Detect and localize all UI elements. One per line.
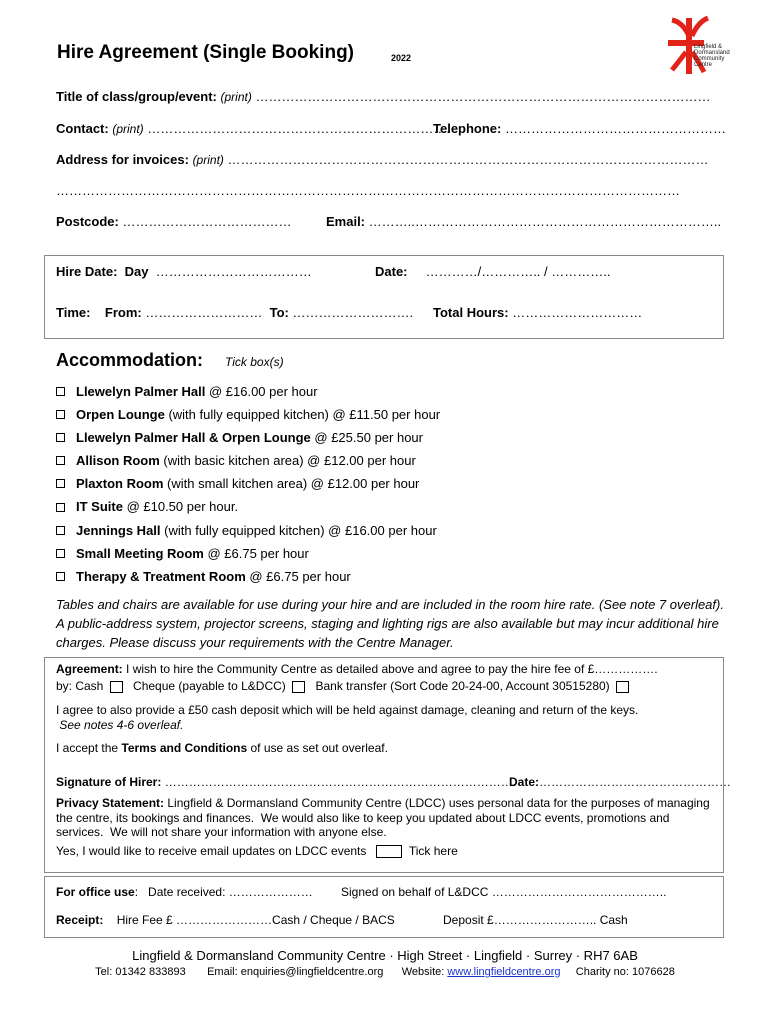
office-date-received: For office use: Date received: ………………… (56, 885, 313, 899)
agreement-text: Agreement: I wish to hire the Community Centre as detailed above and agree to pay the hire fee of £……………. (56, 662, 658, 676)
room-option[interactable]: Allison Room (with basic kitchen area) @ £12.00 per hour (56, 449, 440, 472)
signature-field[interactable]: Signature of Hirer: ……………………………………………………………………………. (56, 775, 517, 789)
accommodation-list (56, 380, 440, 588)
checkbox-icon[interactable] (56, 549, 65, 558)
checkbox-icon[interactable] (56, 456, 65, 465)
checkbox-icon[interactable] (56, 387, 65, 396)
accommodation-title: Accommodation: (56, 350, 204, 370)
room-option[interactable]: Llewelyn Palmer Hall @ £16.00 per hour (56, 380, 440, 403)
equipment-note: Tables and chairs are available for use during your hire and are included in the room hire rate. (See note 7 overleaf). A public-address system, projector screens, staging and lighting rigs are also available but may incur additional hire charges. Please discuss your requirements with the Centre Manager. (56, 597, 724, 650)
email-updates-option: Yes, I would like to receive email updates on LDCC events Tick here (56, 844, 458, 858)
checkbox-icon[interactable] (56, 503, 65, 512)
office-receipt: Receipt: Hire Fee £ ……………………Cash / Cheque / BACS (56, 913, 395, 927)
page-title: Hire Agreement (Single Booking) (57, 42, 354, 63)
logo-text: Lingfield & Dormansland Community Centre (694, 44, 730, 68)
hire-day-field[interactable]: Hire Date: Day ……………………………… (56, 264, 312, 279)
checkbox-icon[interactable] (56, 433, 65, 442)
room-option[interactable]: Small Meeting Room @ £6.75 per hour (56, 542, 440, 565)
checkbox-icon[interactable] (56, 572, 65, 581)
website-link[interactable]: www.lingfieldcentre.org (447, 966, 561, 978)
email-updates-checkbox[interactable] (376, 845, 402, 858)
privacy-statement: Privacy Statement: Lingfield & Dormansland Community Centre (LDCC) uses personal data for the purposes of managing the centre, its bookings and finances. We would also like to keep you updated about LDCC events, promotions and services. We will not share your information with anyone else. (56, 796, 713, 839)
room-option[interactable]: IT Suite @ £10.50 per hour. (56, 495, 440, 518)
contact-field[interactable]: Contact: (print) ……………………………………………………………. (56, 121, 450, 136)
room-option[interactable]: Plaxton Room (with small kitchen area) @ £12.00 per hour (56, 472, 440, 495)
room-option[interactable]: Therapy & Treatment Room @ £6.75 per hour (56, 565, 440, 588)
checkbox-icon[interactable] (56, 526, 65, 535)
address-field[interactable]: Address for invoices: (print) ………………………………………………………………………………………………… (56, 152, 709, 167)
hire-date-field[interactable]: Date: …………/………….. / ………….. (375, 264, 611, 279)
postcode-field[interactable]: Postcode: ………………………………… (56, 214, 292, 229)
room-option[interactable]: Llewelyn Palmer Hall & Orpen Lounge @ £25.50 per hour (56, 426, 440, 449)
accept-terms-text: I accept the Terms and Conditions of use as set out overleaf. (56, 741, 388, 755)
room-option[interactable]: Orpen Lounge (with fully equipped kitchen) @ £11.50 per hour (56, 403, 440, 426)
deposit-text: I agree to also provide a £50 cash deposit which will be held against damage, cleaning and return of the keys. See notes 4-6 overleaf. (56, 703, 639, 732)
footer-contact: Tel: 01342 833893 Email: enquiries@lingfieldcentre.org Website: www.lingfieldcentre.org Charity no: 1076628 (95, 966, 675, 978)
room-option[interactable]: Jennings Hall (with fully equipped kitchen) @ £16.00 per hour (56, 519, 440, 542)
checkbox-icon[interactable] (56, 479, 65, 488)
office-deposit: Deposit £…………………….. Cash (443, 913, 628, 927)
email-field[interactable]: Email: ………..…………………………………………………………….. (326, 214, 722, 229)
hire-time-field[interactable]: Time: From: ……………………… To: ………………………. (56, 305, 414, 320)
title-field[interactable]: Title of class/group/event: (print) …………………………………………………………………………………………… (56, 89, 711, 104)
accommodation-hint: Tick box(s) (225, 355, 284, 369)
cash-checkbox[interactable] (110, 681, 123, 693)
total-hours-field[interactable]: Total Hours: ………………………… (433, 305, 643, 320)
payment-methods: by: Cash Cheque (payable to L&DCC) Bank transfer (Sort Code 20-24-00, Account 30515280) (56, 679, 629, 693)
bank-transfer-checkbox[interactable] (616, 681, 629, 693)
office-signed: Signed on behalf of L&DCC …………………………………….. (341, 885, 667, 899)
telephone-field[interactable]: Telephone: …………………………………………… (433, 121, 726, 136)
footer-address: Lingfield & Dormansland Community Centre · High Street · Lingfield · Surrey · RH7 6AB (132, 948, 638, 963)
year: 2022 (391, 53, 412, 63)
address-line-2[interactable]: ……………………………………………………………………………………………………………………………… (56, 183, 680, 198)
checkbox-icon[interactable] (56, 410, 65, 419)
cheque-checkbox[interactable] (292, 681, 305, 693)
ldcc-logo (668, 14, 738, 78)
signature-date-field[interactable]: Date:………………………………………… (509, 775, 732, 789)
